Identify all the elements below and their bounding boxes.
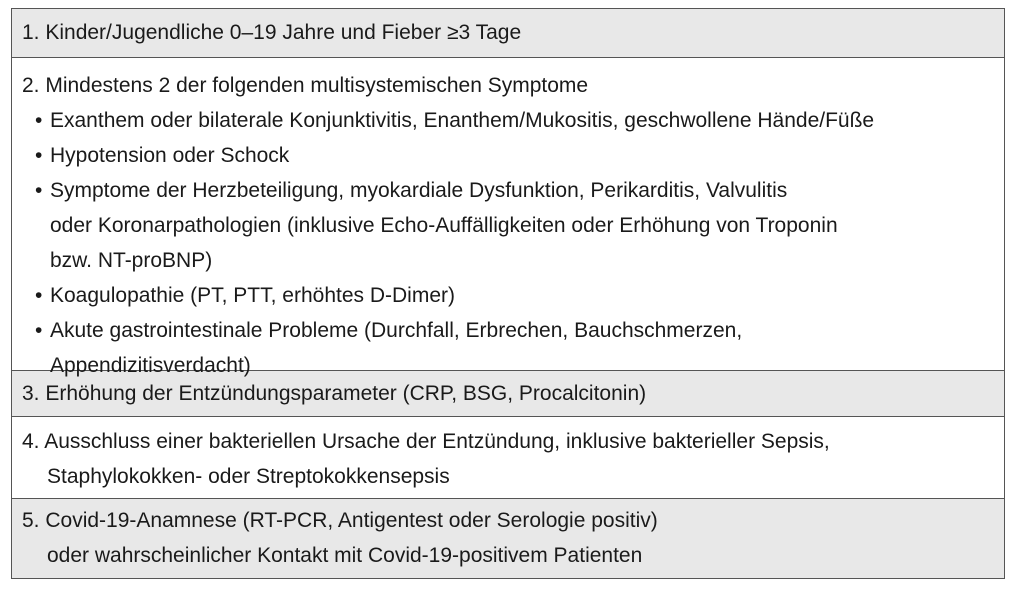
symptom-line: • Akute gastrointestinale Probleme (Durchfall, Erbrechen, Bauchschmerzen,: [50, 319, 743, 342]
symptom-item-gastrointestinal: [22, 313, 994, 383]
criterion-row-1: [12, 9, 1004, 57]
symptom-item-hypotension: [22, 138, 994, 173]
criterion-row-2: [12, 57, 1004, 377]
symptom-line: Appendizitisverdacht): [50, 354, 251, 377]
criteria-table: [11, 8, 1005, 579]
criterion-5-text: 5. Covid-19-Anamnese (RT-PCR, Antigentest oder Serologie positiv): [22, 509, 658, 532]
criterion-row-4: [12, 416, 1004, 498]
symptom-item-exanthem: [22, 103, 994, 138]
criterion-3-text: 3. Erhöhung der Entzündungsparameter (CRP, BSG, Procalcitonin): [22, 382, 647, 405]
criterion-4-text-cont: Staphylokokken- oder Streptokokkensepsis: [47, 465, 450, 488]
symptom-line: oder Koronarpathologien (inklusive Echo-Auffälligkeiten oder Erhöhung von Troponin: [50, 214, 838, 237]
symptom-line: • Exanthem oder bilaterale Konjunktivitis, Enanthem/Mukositis, geschwollene Hände/Füße: [50, 109, 875, 132]
criterion-1-text: 1. Kinder/Jugendliche 0–19 Jahre und Fieber ≥3 Tage: [22, 21, 522, 44]
symptom-item-herz: [22, 173, 994, 278]
symptom-item-koagulopathie: [22, 278, 994, 313]
criterion-5-text-cont: oder wahrscheinlicher Kontakt mit Covid-19-positivem Patienten: [47, 544, 643, 567]
criterion-row-5: [12, 498, 1004, 578]
criterion-2-heading: 2. Mindestens 2 der folgenden multisystemischen Symptome: [22, 74, 589, 97]
symptom-list: [22, 103, 994, 383]
symptom-line: • Koagulopathie (PT, PTT, erhöhtes D-Dimer): [50, 284, 455, 307]
symptom-line: • Hypotension oder Schock: [50, 144, 290, 167]
symptom-line: • Symptome der Herzbeteiligung, myokardiale Dysfunktion, Perikarditis, Valvulitis: [50, 179, 788, 202]
criterion-4-text: 4. Ausschluss einer bakteriellen Ursache der Entzündung, inklusive bakterieller Sepsis,: [22, 430, 830, 453]
symptom-line: bzw. NT-proBNP): [50, 249, 213, 272]
